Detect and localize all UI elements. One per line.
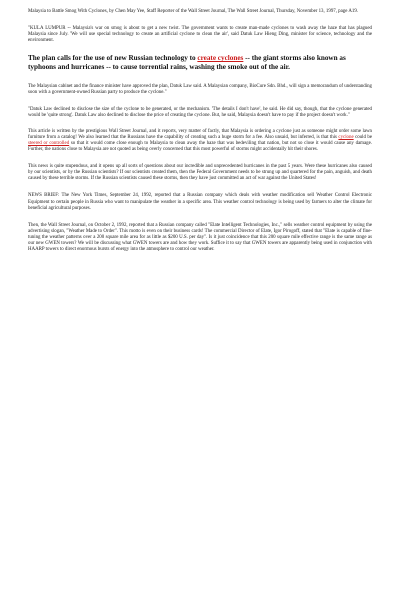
headline [28, 54, 372, 72]
analysis-text-1: This article is written by the prestigious Wall Street Journal, and it reports, very matter of factly, that Malaysia is ordering a cyclone just as someone might order some lawn furniture from a catalog! We also learned that the Russians have the capability of creating such a huge storm for a fee. Also unsaid, but inferred, is that this [28, 128, 372, 140]
analysis-link-steered[interactable]: steered or controlled [28, 140, 70, 146]
paragraph-analysis [28, 129, 372, 153]
headline-text-2: -- the giant storms also known as typhoons and hurricanes -- to cause torrential rains, washing the smoke out of the air. [28, 54, 346, 72]
headline-text-1: The plan calls for the use of new Russian technology to [28, 54, 198, 63]
analysis-text-3: so that it would come close enough to Malaysia to clean away the haze that was bedeviling that nation, but not so close it would cause any damage. Further, the nations close to Malaysia are not quoted as being overly concerned that this most powerful of storms might accidentally hit their shores. [28, 140, 372, 153]
intro-quote: "KULA LUMPUR -- Malaysia's war on smog is about to get a new twist. The government wants to create man-made cyclones to wash away the haze that has plagued Malaysia since July. 'We will use special technology to create an artificial cyclone to clean the air', said Datuk Law Hieng Ding, minister for science, technology and the environment. [28, 26, 372, 44]
headline-link-create-cyclones[interactable]: create cyclones [197, 54, 244, 63]
analysis-text-2: could be [353, 134, 372, 140]
paragraph-hurricanes: This news is quite stupendous, and it opens up all sorts of questions about our incredible and unprecedented hurricanes in the past 5 years. Were these hurricanes also caused by our scientists, or by the Russian scientists? If our scientists created them, then the Federal Government needs to be strung up and quartered for the pain, anguish, and death caused by these terrible storms. If the Russian scientists caused these storms, then they have just committed an act of war against the United States! [28, 164, 372, 182]
paragraph-details: "Datuk Law declined to disclose the size of the cyclone to be generated, or the mechanism. 'The details I don't have', he said. He did say, though, that the cyclone generated would be 'quite strong'. Datuk Law also declined to disclose the price of creating the cyclone. But, he said, Malaysia doesn't have to pay if the project doesn't work." [28, 106, 372, 118]
paragraph-elate: Then, the Wall Street Journal, on October 2, 1992, reported that a Russian company called "Elate Intelligent Technologies, Inc.," sells weather control equipment by using the advertising slogan, "Weather Made to Order". This motto is even on their business cards! The commercial Director of Elate, Igor Pirogoff, stated that "Elate is capable of fine-tuning the weather patterns over a 200 square mile area for as little as $200 U.S. per day". Is it just coincidence that this 200 square mile effective range is the same range as our new GWEN towers? We will be discussing what GWEN towers are and how they work. Suffice it to say that GWEN towers are apparently being used in conjunction with HAARP towers to direct enormous bursts of energy into the atmosphere to control our weather. [28, 222, 372, 253]
paragraph-news-brief: NEWS BRIEF: The New York Times, September 24, 1992, reported that a Russian company which deals with weather modification sell Weather Control Electronic Equipment to certain people in Russia who want to manipulate the weather in a specific area. This weather control technology is being used by farmers to alter the climate for beneficial agricultural purposes. [28, 193, 372, 211]
article-citation: Malaysia to Battle Smog With Cyclones, by Chen May Yee, Staff Reporter of the Wall Street Journal, The Wall Street Journal, Thursday, November 13, 1997, page A19. [28, 9, 358, 14]
analysis-link-cyclone[interactable]: cyclone [338, 134, 354, 140]
paragraph-cabinet: The Malaysian cabinet and the finance minister have approved the plan, Datuk Law said. A Malaysian company, BioCure Sdn. Bhd., will sign a memorandum of understanding soon with a government-owned Russian party to produce the cyclone." [28, 84, 372, 96]
